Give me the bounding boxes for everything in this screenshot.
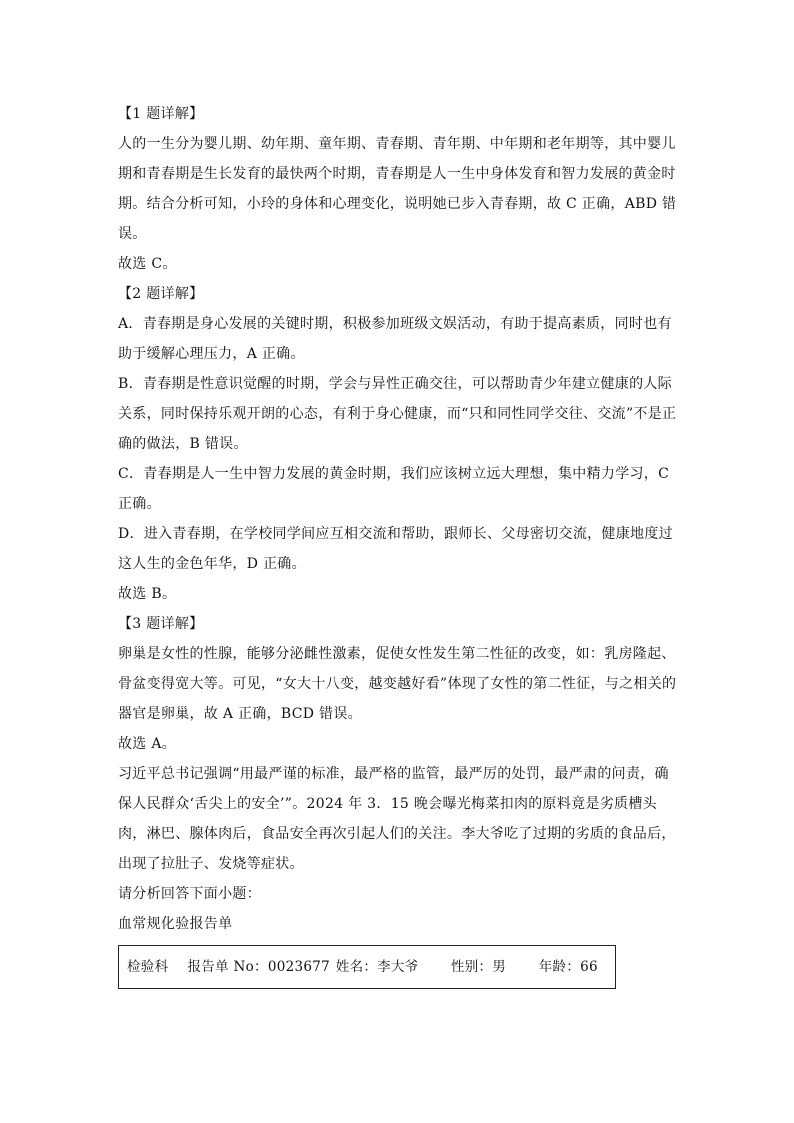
section-2-option-b: B．青春期是性意识觉醒的时期，学会与异性正确交往，可以帮助青少年建立健康的人际关系，同时保持乐观开朗的心态，有利于身心健康，而“只和同性同学交往、交流”不是正确的做法，B 错误。 (118, 376, 677, 452)
section-1-heading: 【1 题详解】 (118, 106, 204, 122)
report-header-box (118, 945, 616, 989)
report-age: 年龄：66 (538, 959, 598, 975)
report-dept: 检验科 (127, 959, 169, 975)
intro-paragraph: 习近平总书记强调“用最严谨的标准，最严格的监管，最严厉的处罚，最严肃的问责，确保人民群众‘舌尖上的安全’”。2024 年 3．15 晚会曝光梅菜扣肉的原料竟是劣质槽头肉，淋巴、腺体肉后，食品安全再次引起人们的关注。李大爷吃了过期的劣质的食品后，出现了拉肚子、发烧等症状。 (118, 766, 676, 872)
document-body (118, 99, 678, 989)
report-sex: 性别：男 (450, 959, 507, 975)
report-number: 报告单 No：0023677 (187, 959, 331, 975)
section-1-answer: 故选 C。 (118, 256, 177, 272)
section-1-paragraph: 人的一生分为婴儿期、幼年期、童年期、青春期、青年期、中年期和老年期等，其中婴儿期和青春期是生长发育的最快两个时期，青春期是人一生中身体发育和智力发展的黄金时期。结合分析可知，小玲的身体和心理变化，说明她已步入青春期，故 C 正确，ABD 错误。 (118, 136, 677, 242)
section-3-paragraph: 卵巢是女性的性腺，能够分泌雌性激素，促使女性发生第二性征的改变，如：乳房隆起、骨盆变得宽大等。可见，“女大十八变，越变越好看”体现了女性的第二性征，与之相关的器官是卵巢，故 A 正确，BCD 错误。 (118, 646, 677, 722)
section-2-option-a: A．青春期是身心发展的关键时期，积极参加班级文娱活动，有助于提高素质，同时也有助于缓解心理压力，A 正确。 (118, 316, 672, 362)
section-3-answer: 故选 A。 (118, 736, 177, 752)
section-2-option-c: C．青春期是人一生中智力发展的黄金时期，我们应该树立远大理想，集中精力学习，C 正确。 (118, 466, 670, 512)
intro-prompt: 请分析回答下面小题： (118, 886, 261, 902)
section-2-option-d: D．进入青春期，在学校同学间应互相交流和帮助，跟师长、父母密切交流，健康地度过这人生的金色年华，D 正确。 (118, 526, 673, 572)
section-2-answer: 故选 B。 (118, 586, 177, 602)
section-2-heading: 【2 题详解】 (118, 286, 204, 302)
section-3-heading: 【3 题详解】 (118, 616, 204, 632)
report-title: 血常规化验报告单 (118, 916, 233, 932)
report-patient-name: 姓名：李大爷 (335, 959, 419, 975)
